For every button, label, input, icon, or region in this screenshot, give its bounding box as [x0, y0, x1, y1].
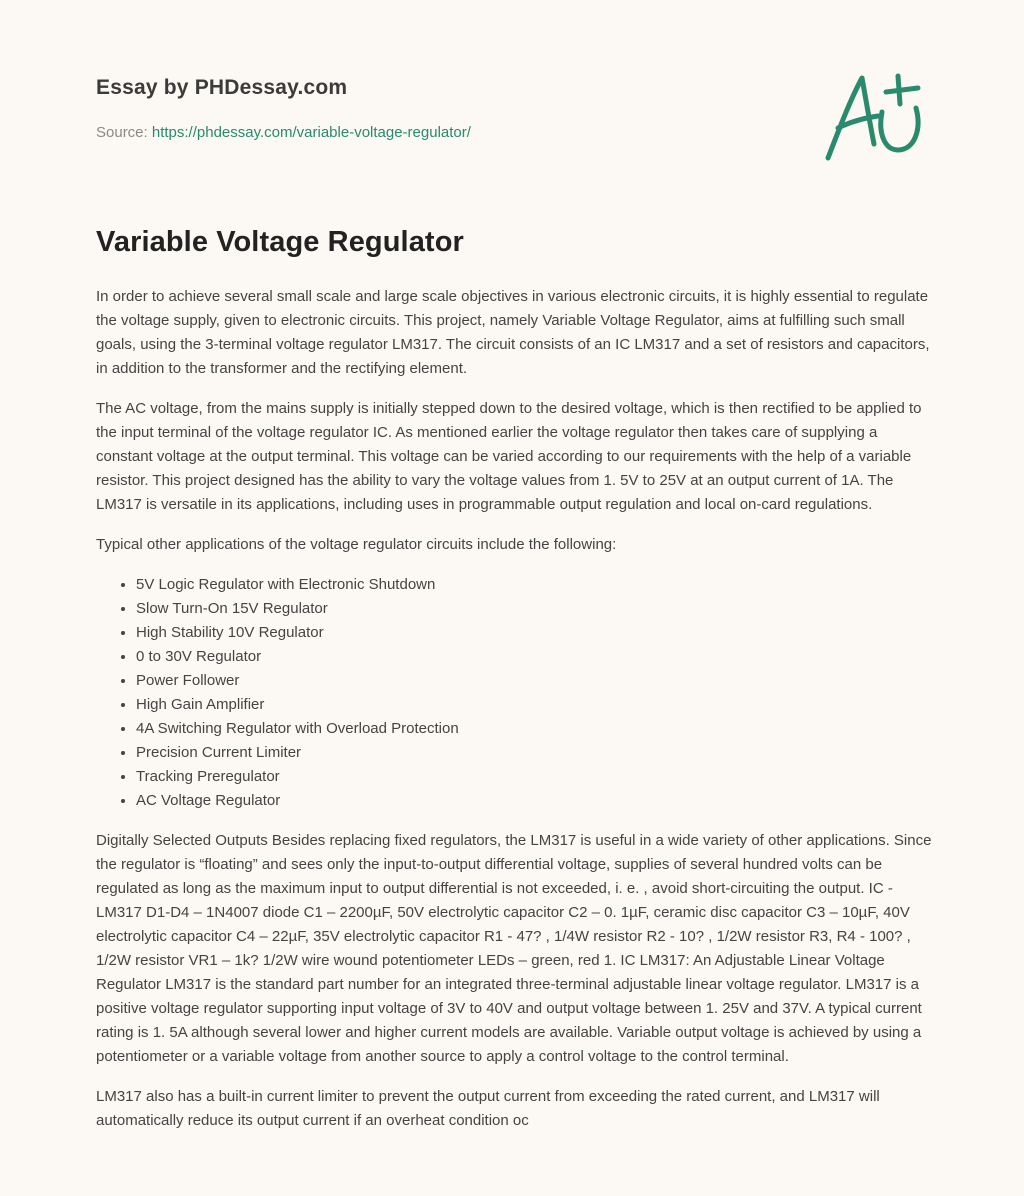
paragraph: LM317 also has a built-in current limiter to prevent the output current from exceeding the rated current, and LM317 will automatically reduce its output current if an overheat condition oc: [96, 1088, 880, 1129]
paragraph: In order to achieve several small scale and large scale objectives in various electronic circuits, it is highly essential to regulate the voltage supply, given to electronic circuits. This project, namely Variable Voltage Regulator, aims at fulfilling such small goals, using the 3-terminal voltage regulator LM317. The circuit consists of an IC LM317 and a set of resistors and capacitors, in addition to the transformer and the rectifying element.: [96, 288, 930, 377]
list-item: • Power Follower: [136, 669, 932, 693]
list-item: • Slow Turn-On 15V Regulator: [136, 597, 932, 621]
list-item: • 0 to 30V Regulator: [136, 645, 932, 669]
list-item: • 4A Switching Regulator with Overload Protection: [136, 717, 932, 741]
a-plus-logo-icon: [822, 70, 926, 162]
paragraph: Typical other applications of the voltage regulator circuits include the following:: [96, 536, 617, 553]
page-header: [96, 74, 928, 174]
source-line: [96, 124, 471, 141]
site-title: Essay by PHDessay.com: [96, 76, 348, 99]
source-label: Source:: [96, 124, 148, 141]
list-item: • High Gain Amplifier: [136, 693, 932, 717]
essay-body: [96, 285, 932, 1149]
list-item: • Tracking Preregulator: [136, 765, 932, 789]
source-link[interactable]: https://phdessay.com/variable-voltage-regulator/: [151, 124, 471, 141]
paragraph: The AC voltage, from the mains supply is initially stepped down to the desired voltage, which is then rectified to be applied to the input terminal of the voltage regulator IC. As mentioned earlier the voltage regulator then takes care of supplying a constant voltage at the output terminal. This voltage can be varied according to our requirements with the help of a variable resistor. This project designed has the ability to vary the voltage values from 1. 5V to 25V at an output current of 1A. The LM317 is versatile in its applications, including uses in programmable output regulation and local on-card regulations.: [96, 400, 922, 513]
list-item: • High Stability 10V Regulator: [136, 621, 932, 645]
list-item: • 5V Logic Regulator with Electronic Shutdown: [136, 573, 932, 597]
paragraph: Digitally Selected Outputs Besides replacing fixed regulators, the LM317 is useful in a wide variety of other applications. Since the regulator is “floating” and sees only the input-to-output differential voltage, supplies of several hundred volts can be regulated as long as the maximum input to output differential is not exceeded, i. e. , avoid short-circuiting the output. IC - LM317 D1-D4 – 1N4007 diode C1 – 2200µF, 50V electrolytic capacitor C2 – 0. 1µF, ceramic disc capacitor C3 – 10µF, 40V electrolytic capacitor C4 – 22µF, 35V electrolytic capacitor R1 - 47? , 1/4W resistor R2 - 10? , 1/2W resistor R3, R4 - 100? , 1/2W resistor VR1 – 1k? 1/2W wire wound potentiometer LEDs – green, red 1. IC LM317: An Adjustable Linear Voltage Regulator LM317 is the standard part number for an integrated three-terminal adjustable linear voltage regulator. LM317 is a positive voltage regulator supporting input voltage of 3V to 40V and output voltage between 1. 25V and 37V. A typical current rating is 1. 5A although several lower and higher current models are available. Variable output voltage is achieved by using a potentiometer or a variable voltage from another source to apply a control voltage to the control terminal.: [96, 832, 932, 1065]
applications-list: [96, 573, 932, 813]
list-item: • AC Voltage Regulator: [136, 789, 932, 813]
essay-title: Variable Voltage Regulator: [96, 226, 464, 258]
list-item: • Precision Current Limiter: [136, 741, 932, 765]
